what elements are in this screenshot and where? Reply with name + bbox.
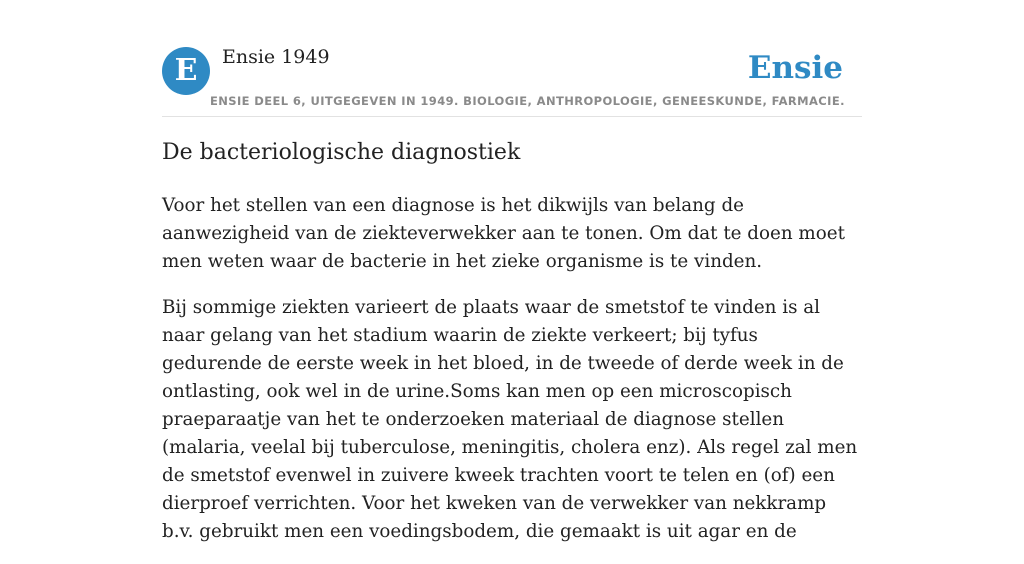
article-body: [162, 192, 862, 564]
source-header: [162, 0, 862, 117]
article-paragraph: Voor het stellen van een diagnose is het dikwijls van belang de aanwezigheid van de ziekteverwekker aan te tonen. Om dat te doen moet men weten waar de bacterie in het zieke organisme is te vinden.: [162, 195, 845, 272]
ensie-logo-icon[interactable]: E: [162, 47, 210, 95]
source-subtitle: ENSIE DEEL 6, UITGEGEVEN IN 1949. BIOLOGIE, ANTHROPOLOGIE, GENEESKUNDE, FARMACIE.: [210, 94, 845, 108]
page: [162, 0, 862, 542]
source-title-link[interactable]: Ensie 1949: [222, 46, 330, 68]
article-paragraph: Bij sommige ziekten varieert de plaats waar de smetstof te vinden is al naar gelang van het stadium waarin de ziekte verkeert; bij tyfus gedurende de eerste week in het bloed, in de tweede of derde week in de ontlasting, ook wel in de urine.Soms kan men op een microscopisch praeparaatje van het te onderzoeken materiaal de diagnose stellen (malaria, veelal bij tuberculose, meningitis, cholera enz). Als regel zal men de smetstof evenwel in zuivere kweek trachten voort te telen en (of) een dierproef verrichten. Voor het kweken van de verwekker van nekkramp b.v. gebruikt men een voedingsbodem, die gemaakt is uit agar en de: [162, 297, 858, 542]
article-title: De bacteriologische diagnostiek: [162, 140, 521, 165]
brand-logo-link[interactable]: Ensie: [747, 50, 843, 86]
